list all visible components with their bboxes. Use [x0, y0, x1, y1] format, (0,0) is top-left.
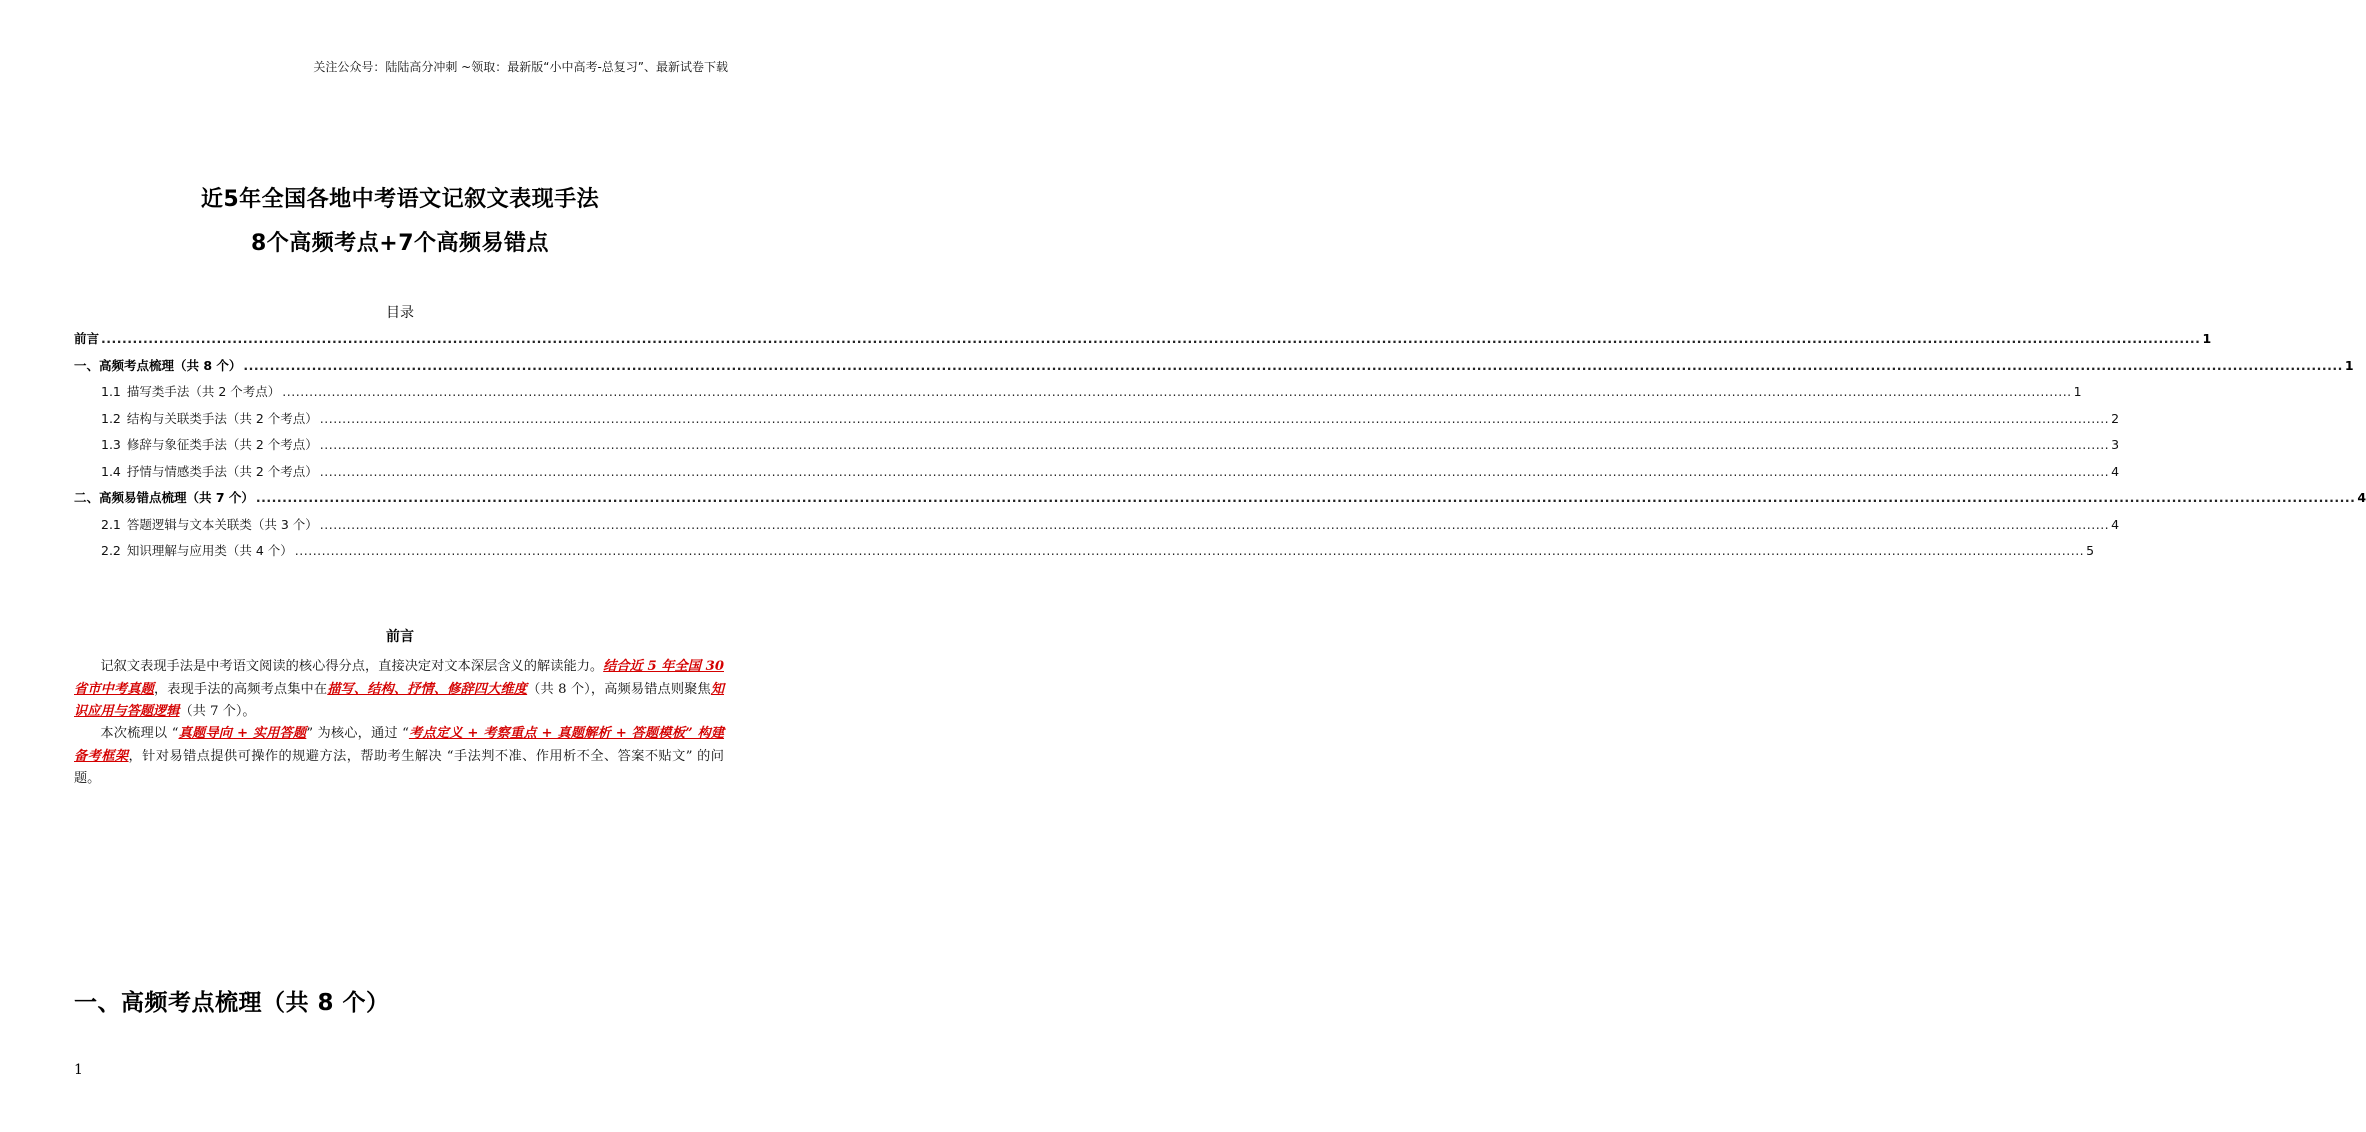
toc-entry-label: 结构与关联类手法（共 2 个考点）: [126, 410, 318, 426]
toc-entry[interactable]: [74, 512, 2120, 539]
toc-leader-dots: ................................................................................................................................................................................................................................................................................................................................................................................................................: [243, 357, 2343, 373]
toc-entry-label: 修辞与象征类手法（共 2 个考点）: [126, 437, 318, 452]
toc-entry[interactable]: [74, 538, 2095, 565]
toc-entry[interactable]: [74, 353, 2354, 380]
toc-heading: 目录: [386, 305, 414, 321]
toc-entry[interactable]: [74, 485, 2366, 512]
toc-entry-page: 2: [2111, 410, 2120, 426]
toc-leader-dots: ................................................................................................................................................................................................................................................................................................................................................................................................................: [101, 331, 2201, 346]
preface-p2-highlight-d: 考点定义 + 考察重点 + 真题解析 + 答题模板” 构建备考框架: [74, 726, 725, 764]
toc-entry-number: 2.1: [101, 516, 121, 532]
preface-p1-text-e: （共 8 个），高频易错点则聚焦: [527, 681, 711, 697]
table-of-contents: [74, 326, 2366, 565]
preface-p2-text-c: ” 为核心，通过 “: [306, 726, 409, 741]
toc-leader-dots: ................................................................................................................................................................................................................................................................................................................................................................................................................: [319, 463, 2110, 479]
toc-entry-page: 1: [2344, 357, 2354, 373]
toc-entry-label: 答题逻辑与文本关联类（共 3 个）: [126, 516, 318, 532]
preface-heading: 前言: [386, 629, 414, 645]
toc-entry-number: 1.4: [101, 463, 121, 479]
toc-leader-dots: ................................................................................................................................................................................................................................................................................................................................................................................................................: [319, 516, 2110, 532]
toc-leader-dots: ................................................................................................................................................................................................................................................................................................................................................................................................................: [319, 410, 2110, 426]
toc-leader-dots: ................................................................................................................................................................................................................................................................................................................................................................................................................: [255, 490, 2356, 505]
document-title-line1: 近5年全国各地中考语文记叙文表现手法: [200, 187, 600, 212]
toc-entry-page: 4: [2357, 490, 2366, 505]
toc-entry[interactable]: [74, 326, 2212, 353]
toc-entry-label: 二、高频易错点梳理（共 7 个）: [74, 490, 254, 505]
toc-entry[interactable]: [74, 379, 2082, 406]
toc-entry-page: 5: [2086, 543, 2095, 558]
preface-p1-highlight-d: 描写、结构、抒情、修辞四大维度: [327, 681, 528, 697]
toc-entry-page: 1: [2073, 384, 2082, 399]
preface-p1-text-g: （共 7 个）。: [179, 704, 256, 719]
preface-p1-text-a: 记叙文表现手法是中考语文阅读的核心得分点，直接决定对文本深层含义的解读能力。: [100, 659, 604, 674]
toc-entry-label: 前言: [74, 331, 100, 346]
toc-entry[interactable]: [74, 406, 2120, 433]
preface-p1-highlight-b: 结合近 5 年全国 30 省市中考真题: [74, 659, 724, 697]
toc-entry-label: 描写类手法（共 2 个考点）: [126, 384, 281, 399]
toc-leader-dots: ................................................................................................................................................................................................................................................................................................................................................................................................................: [319, 437, 2110, 452]
section-heading: 一、高频考点梳理（共 8 个）: [74, 990, 390, 1016]
toc-leader-dots: ................................................................................................................................................................................................................................................................................................................................................................................................................: [282, 384, 2072, 399]
toc-entry-page: 4: [2111, 463, 2120, 479]
preface-p1-highlight-f: 知识应用与答题逻辑: [74, 681, 725, 719]
preface-p1-text-c: ，表现手法的高频考点集中在: [153, 681, 328, 697]
toc-entry-page: 1: [2202, 331, 2212, 346]
toc-entry[interactable]: [74, 432, 2120, 459]
toc-entry-number: 1.1: [101, 384, 121, 399]
toc-entry[interactable]: [74, 459, 2120, 486]
toc-entry-number: 1.2: [101, 410, 121, 426]
preface-paragraph-1: [74, 656, 724, 724]
toc-entry-label: 知识理解与应用类（共 4 个）: [126, 543, 293, 558]
page-number: 1: [74, 1062, 83, 1078]
preface-p2-text-e: ，针对易错点提供可操作的规避方法，帮助考生解决 “手法判不准、作用析不全、答案不贴文” 的问题。: [74, 748, 724, 786]
toc-entry-number: 1.3: [101, 437, 121, 452]
toc-entry-label: 抒情与情感类手法（共 2 个考点）: [126, 463, 318, 479]
toc-entry-page: 3: [2111, 437, 2120, 452]
preface-p2-highlight-b: 真题导向 + 实用答题: [178, 726, 307, 741]
page-header: 关注公众号：陆陆高分冲刺 ~领取：最新版“小中高考-总复习”、最新试卷下载: [313, 60, 728, 74]
preface-paragraph-2: [74, 723, 724, 791]
toc-entry-number: 2.2: [101, 543, 121, 558]
toc-entry-page: 4: [2111, 516, 2120, 532]
preface-p2-text-a: 本次梳理以 “: [100, 726, 179, 741]
document-title-line2: 8个高频考点+7个高频易错点: [250, 231, 550, 256]
toc-entry-label: 一、高频考点梳理（共 8 个）: [74, 357, 242, 373]
toc-leader-dots: ................................................................................................................................................................................................................................................................................................................................................................................................................: [294, 543, 2085, 558]
